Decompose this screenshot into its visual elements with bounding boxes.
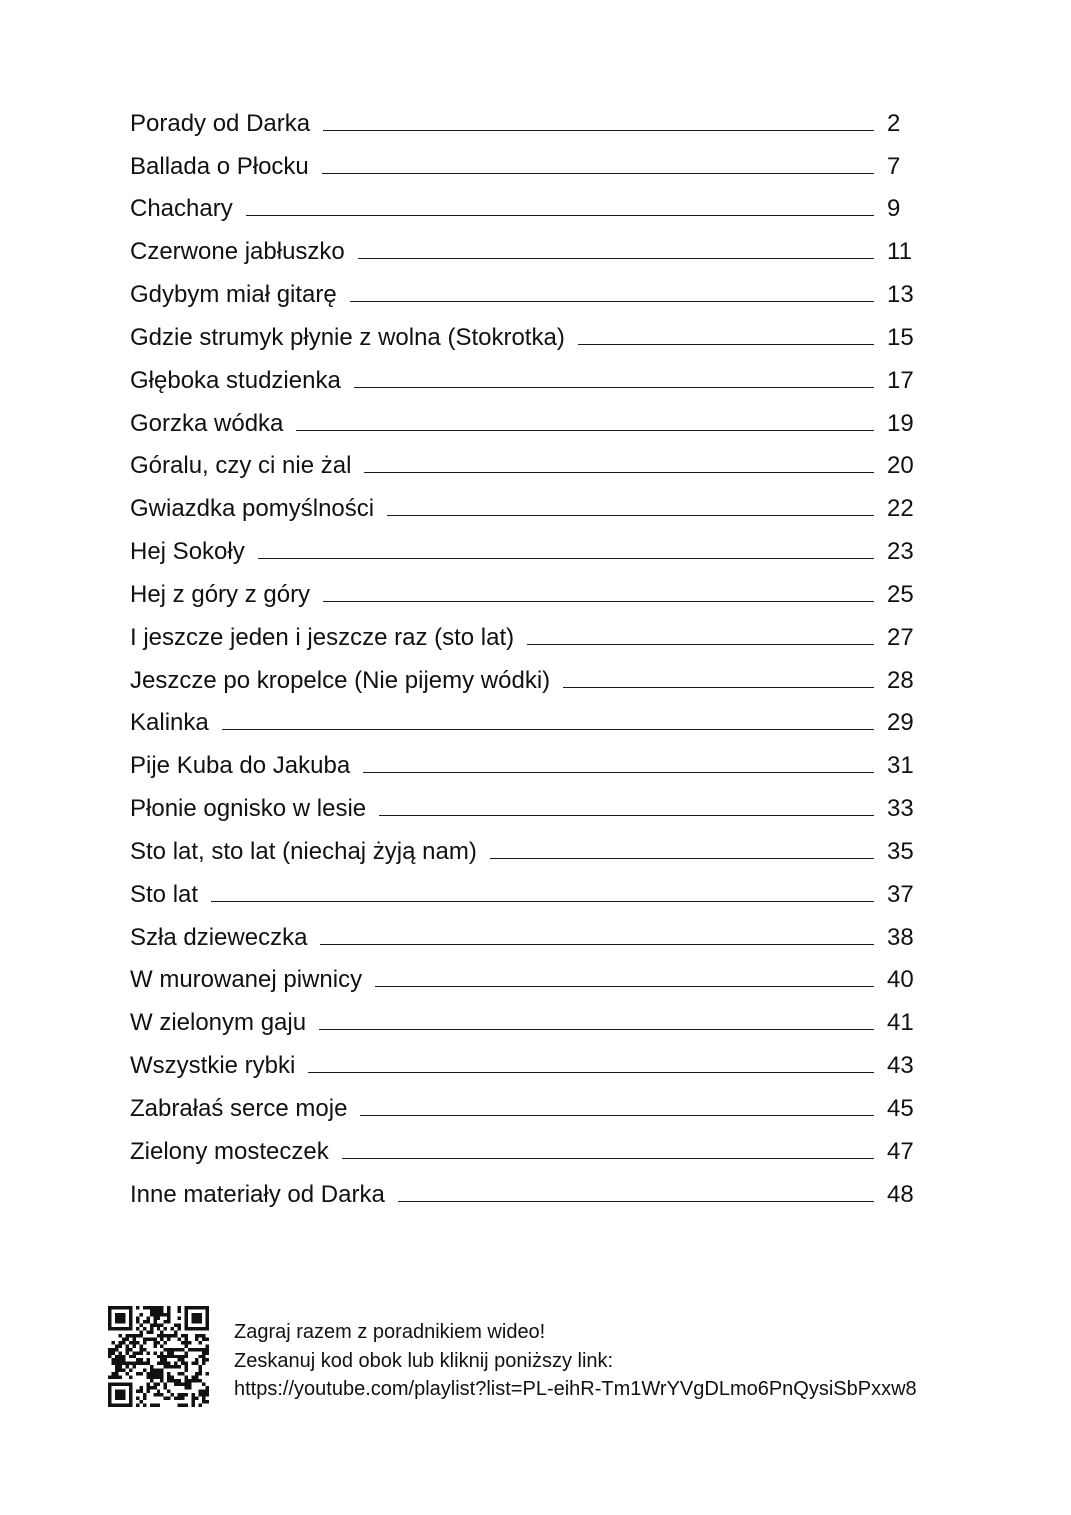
toc-leader-line [363,772,874,773]
toc-entry-title: Jeszcze po kropelce (Nie pijemy wódki) [130,666,551,694]
toc-entry[interactable] [130,360,915,403]
toc-leader-line [375,986,874,987]
toc-entry-page: 7 [887,152,901,180]
toc-entry[interactable] [130,617,915,660]
toc-entry-page: 38 [887,923,914,951]
toc-leader-line [350,301,874,302]
toc-entry[interactable] [130,103,915,146]
playlist-link[interactable]: https://youtube.com/playlist?list=PL-eihR-Tm1WrYVgDLmo6PnQysiSbPxxw8 [234,1378,917,1400]
toc-entry-title: Gwiazdka pomyślności [130,495,375,523]
toc-entry-page: 11 [887,238,912,266]
footer-line-2: Zeskanuj kod obok lub kliknij poniższy link: [234,1349,614,1372]
toc-entry-title: Gdybym miał gitarę [130,281,337,309]
toc-leader-line [320,944,874,945]
toc-entry[interactable] [130,574,915,617]
toc-leader-line [563,687,874,688]
toc-entry-page: 2 [887,109,901,137]
toc-entry[interactable] [130,189,915,232]
toc-entry-page: 13 [887,281,914,309]
toc-entry-page: 29 [887,709,914,737]
toc-entry-title: Zabrałaś serce moje [130,1094,348,1122]
toc-entry-title: Hej z góry z góry [130,580,311,608]
toc-leader-line [246,215,874,216]
toc-entry[interactable] [130,1002,915,1045]
qr-code-icon[interactable] [108,1306,209,1407]
toc-entry-page: 33 [887,795,914,823]
toc-entry-title: Gdzie strumyk płynie z wolna (Stokrotka) [130,323,565,351]
toc-entry-title: Czerwone jabłuszko [130,238,345,266]
toc-entry-page: 17 [887,366,914,394]
toc-entry-page: 28 [887,666,914,694]
toc-entry-title: Wszystkie rybki [130,1052,296,1080]
toc-entry-page: 47 [887,1137,914,1165]
toc-leader-line [387,515,874,516]
toc-entry-page: 27 [887,623,914,651]
toc-entry[interactable] [130,317,915,360]
toc-entry-title: Ballada o Płocku [130,152,309,180]
toc-entry[interactable] [130,446,915,489]
video-guide-footer [108,1306,1008,1408]
toc-entry-title: Inne materiały od Darka [130,1180,385,1208]
toc-leader-line [342,1158,874,1159]
toc-entry-page: 31 [887,752,914,780]
toc-entry[interactable] [130,403,915,446]
toc-entry-page: 25 [887,580,914,608]
toc-entry-page: 15 [887,323,914,351]
toc-entry-title: Chachary [130,195,233,223]
toc-leader-line [364,472,874,473]
toc-leader-line [358,258,874,259]
toc-leader-line [360,1115,874,1116]
toc-entry-page: 41 [887,1009,914,1037]
toc-entry-title: Porady od Darka [130,109,311,137]
toc-leader-line [323,601,874,602]
toc-entry[interactable] [130,1045,915,1088]
toc-entry-title: Zielony mosteczek [130,1137,329,1165]
toc-entry[interactable] [130,660,915,703]
footer-line-1: Zagraj razem z poradnikiem wideo! [234,1321,546,1343]
toc-entry-page: 40 [887,966,914,994]
toc-entry-title: Szła dzieweczka [130,923,308,951]
toc-leader-line [222,729,874,730]
toc-leader-line [211,901,874,902]
toc-entry-page: 20 [887,452,914,480]
toc-entry[interactable] [130,831,915,874]
toc-leader-line [527,644,874,645]
toc-entry[interactable] [130,231,915,274]
toc-leader-line [354,387,874,388]
toc-entry-page: 35 [887,837,914,865]
toc-entry-title: W zielonym gaju [130,1009,307,1037]
toc-entry[interactable] [130,917,915,960]
toc-entry[interactable] [130,1174,915,1217]
toc-leader-line [323,130,874,131]
toc-leader-line [578,344,874,345]
toc-entry[interactable] [130,788,915,831]
toc-entry-page: 22 [887,495,914,523]
toc-leader-line [398,1201,874,1202]
toc-entry-title: Sto lat, sto lat (niechaj żyją nam) [130,837,477,865]
toc-entry-page: 37 [887,880,914,908]
footer-text [234,1318,917,1404]
toc-leader-line [258,558,874,559]
toc-entry-title: Głęboka studzienka [130,366,341,394]
toc-entry[interactable] [130,1131,915,1174]
toc-leader-line [308,1072,874,1073]
toc-entry-page: 43 [887,1052,914,1080]
toc-entry[interactable] [130,874,915,917]
toc-entry-title: Hej Sokoły [130,538,245,566]
toc-entry-title: Płonie ognisko w lesie [130,795,367,823]
toc-entry[interactable] [130,146,915,189]
toc-entry-title: Sto lat [130,880,199,908]
toc-leader-line [296,430,874,431]
toc-entry[interactable] [130,1088,915,1131]
toc-entry-title: Pije Kuba do Jakuba [130,752,351,780]
toc-leader-line [490,858,874,859]
toc-entry-page: 9 [887,195,901,223]
toc-entry[interactable] [130,531,915,574]
toc-entry-page: 48 [887,1180,914,1208]
toc-entry-title: W murowanej piwnicy [130,966,363,994]
toc-entry-page: 19 [887,409,914,437]
toc-entry[interactable] [130,745,915,788]
toc-leader-line [322,173,874,174]
toc-entry-page: 23 [887,538,914,566]
toc-entry-title: Góralu, czy ci nie żal [130,452,352,480]
toc-leader-line [319,1029,874,1030]
toc-entry-title: Gorzka wódka [130,409,284,437]
toc-entry[interactable] [130,960,915,1003]
table-of-contents [130,103,915,1217]
toc-leader-line [379,815,874,816]
toc-entry-title: I jeszcze jeden i jeszcze raz (sto lat) [130,623,515,651]
toc-entry[interactable] [130,703,915,746]
toc-entry[interactable] [130,274,915,317]
toc-entry-title: Kalinka [130,709,209,737]
toc-entry-page: 45 [887,1094,914,1122]
toc-entry[interactable] [130,488,915,531]
